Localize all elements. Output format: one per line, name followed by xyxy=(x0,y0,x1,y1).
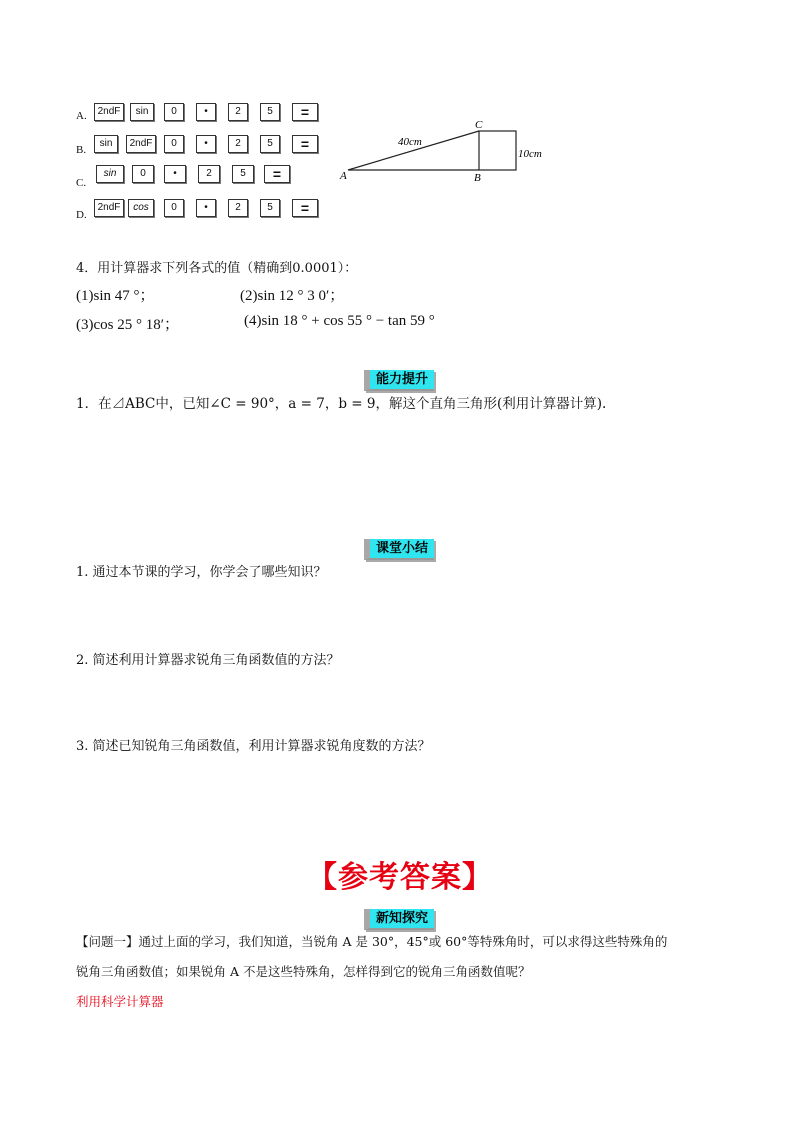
triangle-figure xyxy=(336,112,556,190)
summary-item-2: 2. 简述利用计算器求锐角三角函数值的方法？ xyxy=(76,653,340,668)
key-5: 5 xyxy=(232,165,254,183)
key-dot: • xyxy=(196,199,216,217)
key-0: 0 xyxy=(164,135,184,153)
q4-item-3: (3)cos 25 ° 18′； xyxy=(76,317,180,333)
option-b-letter: B. xyxy=(76,144,87,156)
key-2ndf: 2ndF xyxy=(94,103,124,121)
key-2: 2 xyxy=(228,199,248,217)
q4-item-1: (1)sin 47 °； xyxy=(76,288,155,304)
key-2: 2 xyxy=(198,165,220,183)
key-5: 5 xyxy=(260,135,280,153)
key-2ndf: 2ndF xyxy=(94,199,124,217)
vertex-b-label: B xyxy=(474,172,481,184)
answers-title: 【参考答案】 xyxy=(307,860,493,895)
key-2ndf: 2ndF xyxy=(126,135,156,153)
key-0: 0 xyxy=(132,165,154,183)
summary-item-1: 1. 通过本节课的学习，你学会了哪些知识？ xyxy=(76,565,327,580)
q4-item-2: (2)sin 12 ° 3 0′； xyxy=(240,288,345,304)
key-dot: • xyxy=(196,103,216,121)
key-dot: • xyxy=(196,135,216,153)
q4-item-4: (4)sin 18 ° + cos 55 ° − tan 59 ° xyxy=(244,313,435,329)
key-dot: • xyxy=(164,165,186,183)
hypotenuse-label: 40cm xyxy=(398,136,422,148)
summary-item-3: 3. 简述已知锐角三角函数值，利用计算器求锐角度数的方法？ xyxy=(76,739,431,754)
key-2: 2 xyxy=(228,135,248,153)
key-0: 0 xyxy=(164,199,184,217)
key-sin: sin xyxy=(94,135,118,153)
answers-red-text: 利用科学计算器 xyxy=(76,994,164,1009)
vertex-a-label: A xyxy=(340,170,347,182)
side-label: 10cm xyxy=(518,148,542,160)
summary-badge: 课堂小结 xyxy=(364,539,434,560)
key-5: 5 xyxy=(260,199,280,217)
key-0: 0 xyxy=(164,103,184,121)
ability-badge: 能力提升 xyxy=(364,370,434,391)
key-cos: cos xyxy=(128,199,154,217)
ability-question-1: 1．在⊿ABC中，已知∠C = 90°，a = 7，b = 9，解这个直角三角形(利用计算器计算). xyxy=(76,396,607,412)
answers-paragraph-line-2: 锐角三角函数值；如果锐角 A 不是这些特殊角，怎样得到它的锐角三角函数值呢？ xyxy=(76,964,531,979)
key-equals: = xyxy=(292,199,318,217)
key-sin: sin xyxy=(130,103,154,121)
key-equals: = xyxy=(292,103,318,121)
key-equals: = xyxy=(264,165,290,183)
option-d-letter: D. xyxy=(76,209,87,221)
key-2: 2 xyxy=(228,103,248,121)
answers-badge: 新知探究 xyxy=(364,909,434,930)
key-equals: = xyxy=(292,135,318,153)
option-c-letter: C. xyxy=(76,177,87,189)
answers-paragraph-line-1: 【问题一】通过上面的学习，我们知道，当锐角 A 是 30°，45°或 60°等特殊角时，可以求得这些特殊角的 xyxy=(76,934,668,949)
question-4: 4．用计算器求下列各式的值（精确到0.0001）： xyxy=(76,261,358,276)
option-a-letter: A. xyxy=(76,110,87,122)
vertex-c-label: C xyxy=(475,119,483,131)
key-5: 5 xyxy=(260,103,280,121)
key-sin: sin xyxy=(96,165,124,183)
